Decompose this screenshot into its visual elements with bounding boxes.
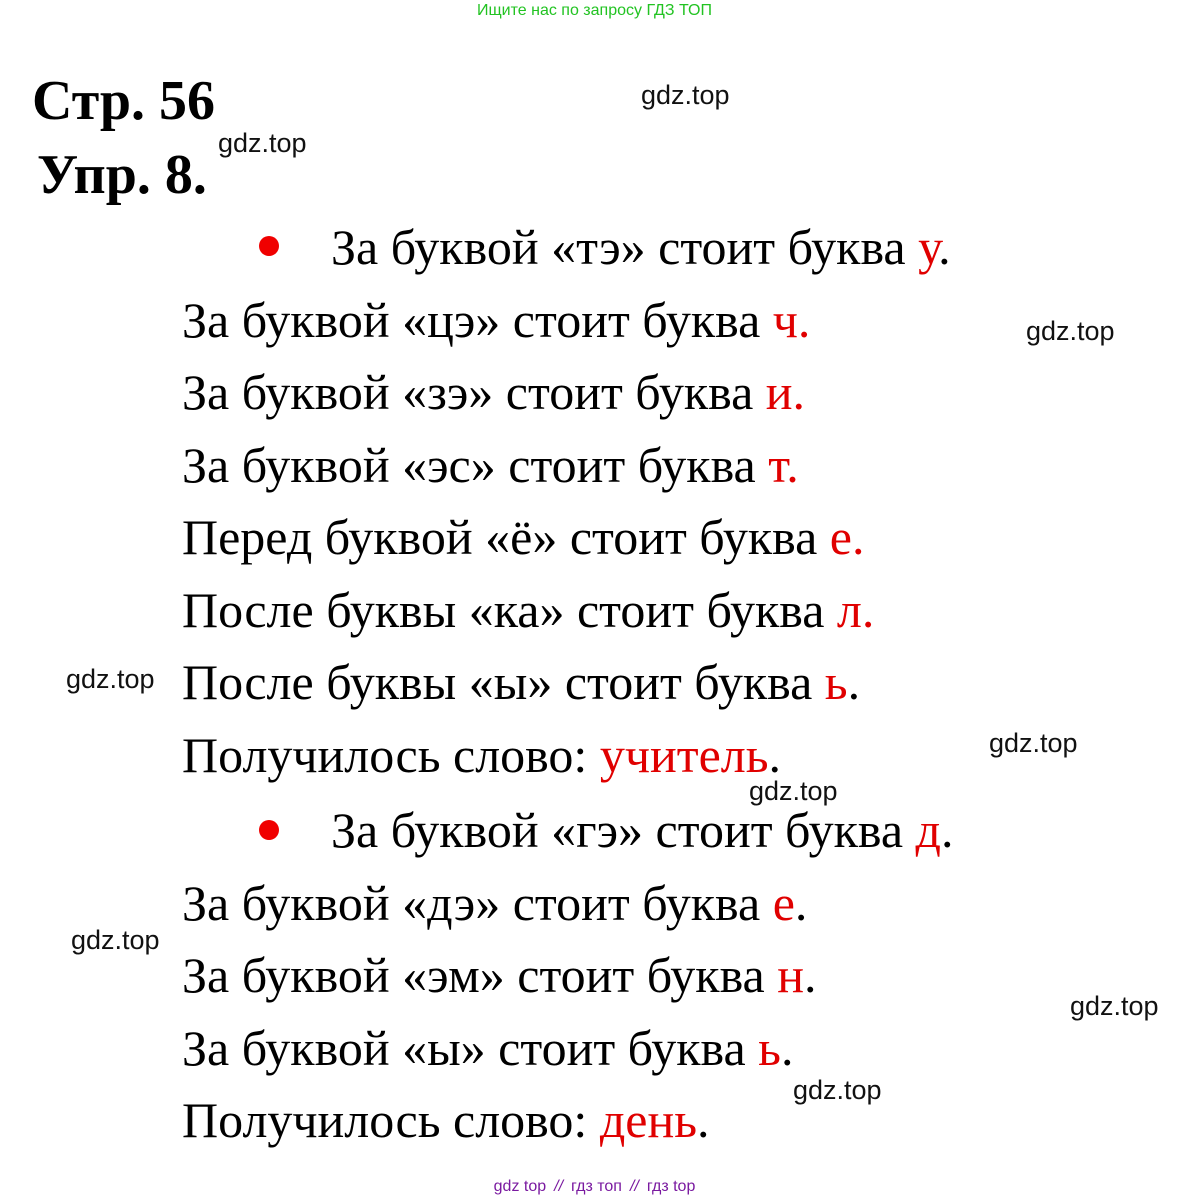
line-text: За буквой «эм» стоит буква [182, 947, 778, 1003]
answer-letter: ь [758, 1020, 781, 1076]
line-text: За буквой «дэ» стоит буква [182, 875, 773, 931]
exercise-line [182, 582, 875, 638]
footer-separator: // [554, 1178, 564, 1195]
exercise-line [182, 875, 808, 931]
watermark: gdz.top [218, 128, 307, 158]
line-text: Перед буквой «ё» стоит буква [182, 509, 830, 565]
answer-letter: л. [836, 582, 875, 638]
top-banner: Ищите нас по запросу ГДЗ ТОП [477, 2, 712, 19]
exercise-label: Упр. 8. [37, 144, 207, 206]
exercise-line [182, 509, 865, 565]
line-text: После буквы «ка» стоит буква [182, 582, 837, 638]
answer-letter: т. [768, 437, 799, 493]
footer-link[interactable]: гдз топ [571, 1178, 622, 1195]
answer-letter: у [918, 219, 939, 275]
answer-letter: ч. [772, 292, 811, 348]
exercise-line [182, 654, 861, 710]
footer [0, 1178, 1189, 1196]
bullet-marker [259, 236, 279, 256]
watermark: gdz.top [989, 728, 1078, 758]
line-text: Получилось слово: [182, 727, 600, 783]
footer-link[interactable]: гдз top [646, 1178, 696, 1195]
watermark: gdz.top [749, 776, 838, 806]
result-line [182, 1092, 710, 1148]
line-text: После буквы «ы» стоит буква [182, 654, 825, 710]
line-text: За буквой «зэ» стоит буква [182, 364, 766, 420]
exercise-line [331, 219, 951, 275]
exercise-line [182, 1020, 794, 1076]
answer-letter: ь [824, 654, 848, 710]
page-label: Стр. 56 [32, 70, 216, 132]
watermark: gdz.top [71, 925, 160, 955]
line-text: За буквой «эс» стоит буква [182, 437, 769, 493]
answer-letter: д [915, 802, 941, 858]
answer-word: день [599, 1092, 698, 1148]
line-end: . [780, 1020, 794, 1076]
exercise-line [182, 292, 811, 348]
footer-link[interactable]: gdz top [493, 1178, 547, 1195]
watermark: gdz.top [1070, 991, 1159, 1021]
line-end: . [847, 654, 861, 710]
line-end: . [768, 727, 782, 783]
line-text: Получилось слово: [182, 1092, 600, 1148]
exercise-line [331, 802, 954, 858]
watermark: gdz.top [641, 80, 730, 110]
exercise-line [182, 364, 806, 420]
answer-letter: е. [829, 509, 865, 565]
watermark: gdz.top [66, 664, 155, 694]
result-line [182, 727, 782, 783]
answer-letter: н [777, 947, 804, 1003]
bullet-marker [259, 820, 279, 840]
exercise-line [182, 437, 799, 493]
line-end: . [938, 219, 951, 275]
line-end: . [803, 947, 817, 1003]
watermark: gdz.top [1026, 316, 1115, 346]
answer-letter: е [772, 875, 795, 931]
line-end: . [940, 802, 954, 858]
answer-word: учитель [599, 727, 769, 783]
line-text: За буквой «цэ» стоит буква [182, 292, 773, 348]
line-text: За буквой «ы» стоит буква [182, 1020, 759, 1076]
line-end: . [697, 1092, 710, 1148]
watermark: gdz.top [793, 1075, 882, 1105]
line-end: . [794, 875, 808, 931]
answer-letter: и. [765, 364, 806, 420]
line-text: За буквой «гэ» стоит буква [331, 802, 916, 858]
footer-separator: // [629, 1178, 639, 1195]
line-text: За буквой «тэ» стоит буква [331, 219, 919, 275]
exercise-line [182, 947, 817, 1003]
